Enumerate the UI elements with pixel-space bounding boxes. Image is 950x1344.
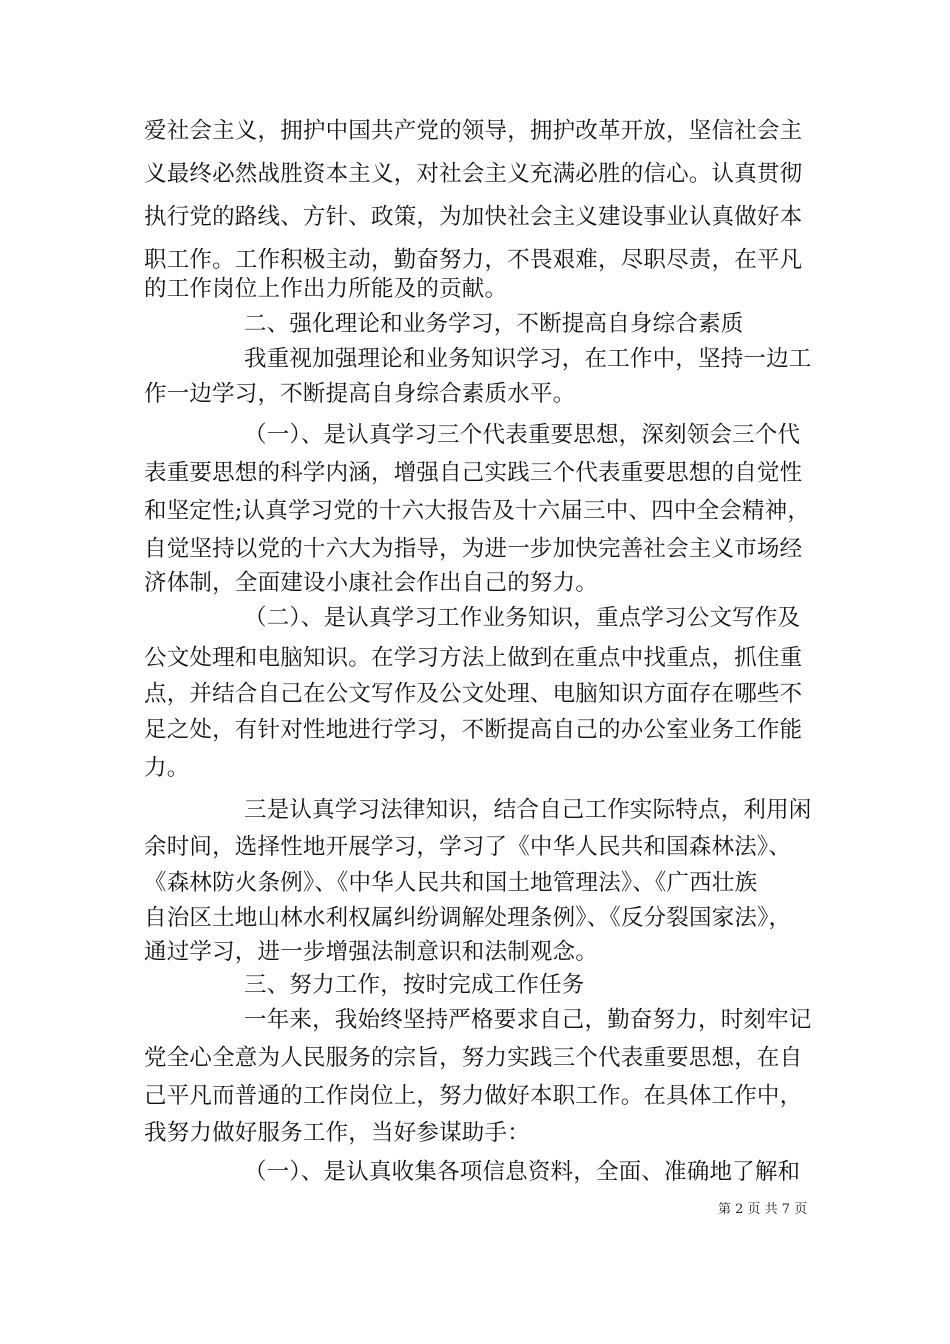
body-text-line: （一）、是认真收集各项信息资料，全面、准确地了解和 (244, 1159, 801, 1185)
body-text-line: 足之处，有针对性地进行学习，不断提高自己的办公室业务工作能 (144, 717, 803, 743)
body-text-line: 的工作岗位上作出力所能及的贡献。 (144, 276, 508, 302)
body-text-line: 通过学习，进一步增强法制意识和法制观念。 (144, 939, 599, 965)
body-text-line: 我努力做好服务工作，当好参谋助手： (144, 1120, 530, 1146)
body-text-line: 己平凡而普通的工作岗位上，努力做好本职工作。在具体工作中， (144, 1083, 803, 1109)
section-heading: 二、强化理论和业务学习，不断提高自身综合素质 (244, 311, 744, 337)
body-text-line: （一）、是认真学习三个代表重要思想，深刻领会三个代 (244, 422, 801, 448)
body-text-line: 自治区土地山林水利权属纠纷调解处理条例》、《反分裂国家法》， (144, 905, 792, 931)
body-text-line: 表重要思想的科学内涵，增强自己实践三个代表重要思想的自觉性 (144, 460, 803, 486)
body-text-line: （二）、是认真学习工作业务知识，重点学习公文写作及 (244, 605, 801, 631)
section-heading: 三、努力工作，按时完成工作任务 (244, 972, 585, 998)
body-text-line: 公文处理和电脑知识。在学习方法上做到在重点中找重点，抓住重 (144, 645, 803, 671)
body-text-line: 作一边学习，不断提高自身综合素质水平。 (144, 381, 576, 407)
body-text-line: 和坚定性;认真学习党的十六大报告及十六届三中、四中全会精神， (144, 498, 811, 524)
body-text-line: 一年来，我始终坚持严格要求自己，勤奋努力，时刻牢记 (244, 1007, 812, 1033)
body-text-line: 执行党的路线、方针、政策，为加快社会主义建设事业认真做好本 (144, 204, 803, 230)
body-text-line: 职工作。工作积极主动，勤奋努力，不畏艰难，尽职尽责，在平凡 (144, 247, 803, 273)
body-text-line: 三是认真学习法律知识，结合自己工作实际特点，利用闲 (244, 797, 812, 823)
body-text-line: 《森林防火条例》、《中华人民共和国土地管理法》、《广西壮族 (144, 870, 758, 896)
body-text-line: 力。 (144, 755, 190, 781)
body-text-line: 济体制，全面建设小康社会作出自己的努力。 (144, 570, 599, 596)
body-text-line: 义最终必然战胜资本主义，对社会主义充满必胜的信心。认真贯彻 (144, 161, 803, 187)
body-text-line: 余时间，选择性地开展学习，学习了《中华人民共和国森林法》、 (144, 834, 792, 860)
body-text-line: 点，并结合自己在公文写作及公文处理、电脑知识方面存在哪些不 (144, 681, 803, 707)
body-text-line: 党全心全意为人民服务的宗旨，努力实践三个代表重要思想，在自 (144, 1045, 803, 1071)
page-number-footer: 第 2 页 共 7 页 (718, 1202, 808, 1217)
body-text-line: 我重视加强理论和业务知识学习，在工作中，坚持一边工 (244, 346, 812, 372)
body-text-line: 爱社会主义，拥护中国共产党的领导，拥护改革开放，坚信社会主 (144, 118, 803, 144)
body-text-line: 自觉坚持以党的十六大为指导，为进一步加快完善社会主义市场经 (144, 536, 803, 562)
